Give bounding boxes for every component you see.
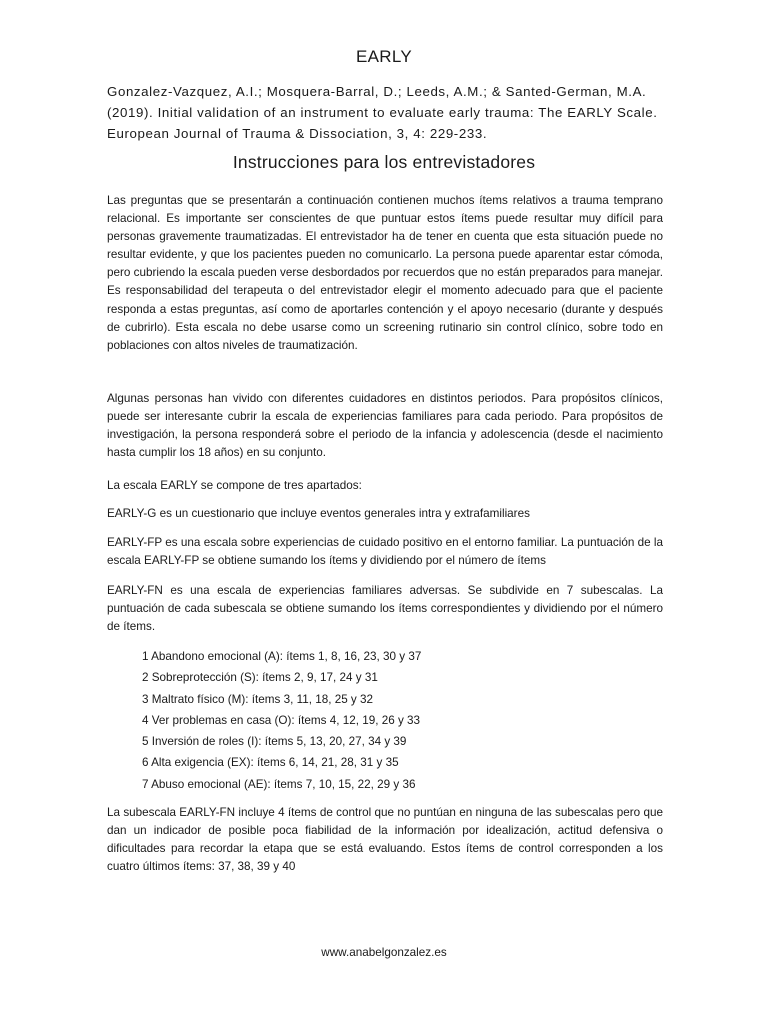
document-title: EARLY: [356, 47, 412, 66]
paragraph-text: EARLY-FN es una escala de experiencias familiares adversas. Se subdivide en 7 subescalas. La puntuación de cada subescala se obtiene sumando los ítems correspondientes y dividiendo por el número de ítems.: [107, 584, 663, 634]
list-item: 7 Abuso emocional (AE): ítems 7, 10, 15, 22, 29 y 36: [142, 777, 416, 791]
paragraph-text: Las preguntas que se presentarán a continuación contienen muchos ítems relativos a trauma temprano relacional. Es importante ser conscientes de que puntuar estos ítems puede resultar muy difícil para personas gravemente traumatizadas. El entrevistador ha de tener en cuenta que esta situación puede no resultar evidente, y que los pacientes pueden no comunicarlo. La persona puede aparentar estar cómoda, pero cubriendo la escala pueden verse desbordados por recuerdos que no están preparados para manejar. Es responsabilidad del terapeuta o del entrevistador elegir el momento adecuado para que el paciente responda a estas preguntas, así como de aportarles contención y el apoyo necesario (durante y después de cubrirlo). Esta escala no debe usarse como un screening rutinario sin control clínico, sobre todo en poblaciones con altos niveles de traumatización.: [107, 194, 663, 352]
citation: Gonzalez-Vazquez, A.I.; Mosquera-Barral, D.; Leeds, A.M.; & Santed-German, M.A. (2019). Initial validation of an instrument to evaluate early trauma: The EARLY Scale. European Journal of Trauma & Dissociation, 3, 4: 229-233.: [107, 84, 658, 141]
paragraph-control-items: [107, 804, 663, 876]
list-item: 5 Inversión de roles (I): ítems 5, 13, 20, 27, 34 y 39: [142, 735, 407, 749]
list-item: 6 Alta exigencia (EX): ítems 6, 14, 21, 28, 31 y 35: [142, 756, 399, 770]
paragraph-text: Algunas personas han vivido con diferentes cuidadores en distintos periodos. Para propósitos clínicos, puede ser interesante cubrir la escala de experiencias familiares para cada periodo. Para propósitos de investigación, la persona responderá sobre el periodo de la infancia y adolescencia (desde el nacimiento hasta cumplir los 18 años) en su conjunto.: [107, 392, 663, 460]
paragraph-text: EARLY-FP es una escala sobre experiencias de cuidado positivo en el entorno familiar. La puntuación de la escala EARLY-FP se obtiene sumando los ítems y dividiendo por el número de ítems: [107, 536, 663, 568]
footer-url[interactable]: www.anabelgonzalez.es: [321, 946, 447, 959]
paragraph-text: EARLY-G es un cuestionario que incluye eventos generales intra y extrafamiliares: [107, 507, 530, 520]
list-item: 2 Sobreprotección (S): ítems 2, 9, 17, 24 y 31: [142, 671, 378, 685]
list-item: 4 Ver problemas en casa (O): ítems 4, 12, 19, 26 y 33: [142, 713, 421, 727]
list-item: 1 Abandono emocional (A): ítems 1, 8, 16, 23, 30 y 37: [142, 650, 422, 663]
paragraph-caregivers: [107, 390, 663, 462]
paragraph-early-fp: [107, 534, 663, 570]
subscale-list: [142, 646, 562, 795]
paragraph-early-fn: [107, 582, 663, 636]
paragraph-text: La subescala EARLY-FN incluye 4 ítems de control que no puntúan en ninguna de las subescalas pero que dan un indicador de posible poca fiabilidad de la información por idealización, actitud defensiva o dificultades para recordar la etapa que se está evaluando. Estos ítems de control corresponden a los cuatro últimos ítems: 37, 38, 39 y 40: [107, 806, 663, 874]
list-item: 3 Maltrato físico (M): ítems 3, 11, 18, 25 y 32: [142, 692, 374, 706]
paragraph-intro: [107, 192, 663, 355]
section-heading: Instrucciones para los entrevistadores: [232, 152, 536, 172]
paragraph-text: La escala EARLY se compone de tres apartados:: [107, 479, 362, 492]
paragraph-early-g: [107, 505, 663, 523]
paragraph-sections: [107, 477, 663, 495]
